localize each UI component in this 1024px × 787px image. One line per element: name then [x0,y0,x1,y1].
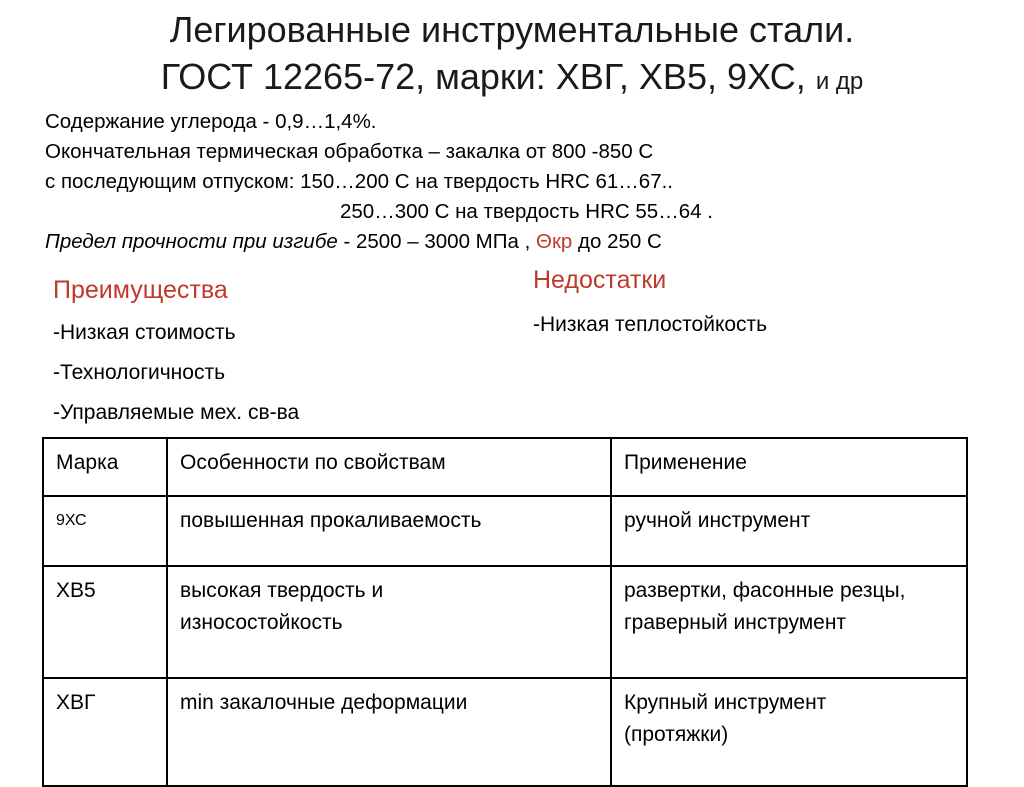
cell-grade: ХВГ [43,678,167,786]
cell-properties: повышенная прокаливаемость [167,496,611,566]
carbon-content: Содержание углерода - 0,9…1,4%. [45,110,377,133]
intro-text [45,107,713,257]
title-line-1: Легированные инструментальные стали. [169,9,855,50]
header-properties: Особенности по свойствам [167,438,611,496]
disadvantages-heading: Недостатки [533,266,667,294]
slide-title [0,6,1024,105]
advantages-heading: Преимущества [53,276,228,304]
header-grade: Марка [43,438,167,496]
theta-symbol: Θкр [536,230,573,253]
tempering-2: 250…300 С на твердость HRC 55…64 . [340,200,713,223]
strength-value: - 2500 – 3000 МПа , [337,230,531,253]
cell-properties: min закалочные деформации [167,678,611,786]
table-row [43,496,967,566]
cell-application: развертки, фасонные резцы, граверный инструмент [611,566,967,678]
disadvantages-list [533,305,767,345]
cell-properties: высокая твердость и износостойкость [167,566,611,678]
cell-application: ручной инструмент [611,496,967,566]
header-application: Применение [611,438,967,496]
advantage-item: -Технологичность [53,361,226,384]
strength-label: Предел прочности при изгибе [45,230,338,253]
disadvantage-item: -Низкая теплостойкость [533,313,768,336]
tempering-1: с последующим отпуском: 150…200 С на твердость HRC 61…67.. [45,170,673,193]
steel-properties-table [42,437,968,787]
theta-value: до 250 С [572,230,662,253]
title-suffix: и др [815,68,864,95]
heat-treatment: Окончательная термическая обработка – закалка от 800 -850 С [45,140,654,163]
title-line-2 [0,53,1024,105]
table-row [43,678,967,786]
strength-line [45,227,713,257]
cell-grade: ХВ5 [43,566,167,678]
table-header-row [43,438,967,496]
advantage-item: -Управляемые мех. св-ва [53,401,300,424]
table-row [43,566,967,678]
cell-application: Крупный инструмент (протяжки) [611,678,967,786]
advantages-list [53,313,299,433]
title-line-2-text: ГОСТ 12265-72, марки: ХВГ, ХВ5, 9ХС, [160,56,806,97]
cell-grade: 9ХС [43,496,167,566]
advantage-item: -Низкая стоимость [53,321,236,344]
